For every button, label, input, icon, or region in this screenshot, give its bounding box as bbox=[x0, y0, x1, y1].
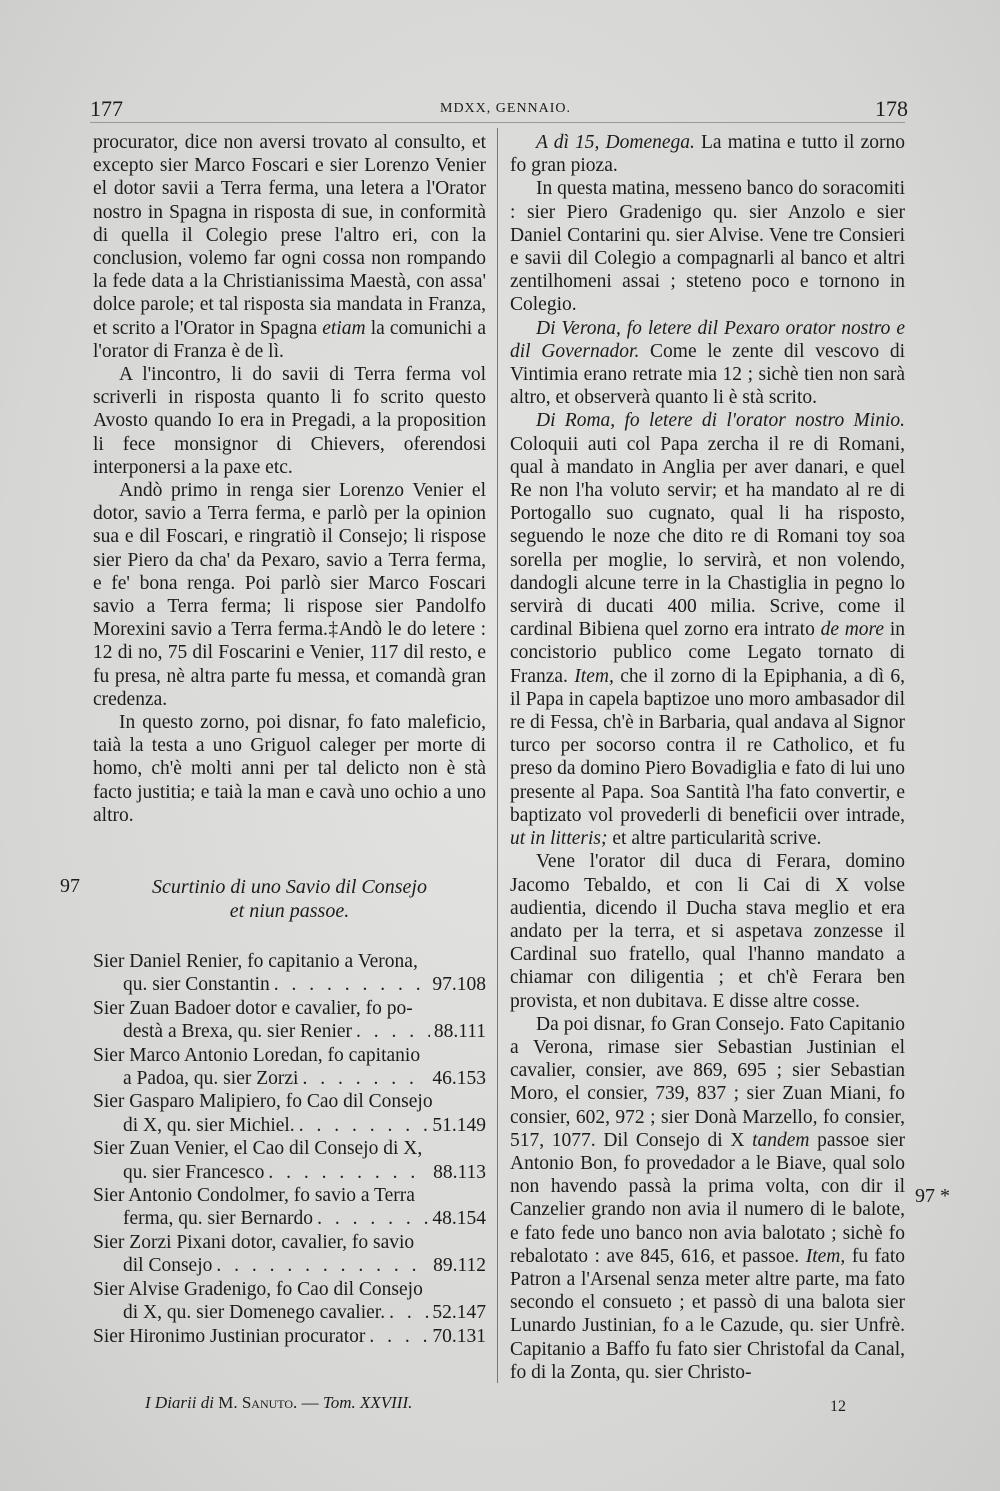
paragraph: Da poi disnar, fo Gran Consejo. Fato Capitanio a Verona, rimase sier Sebastian Justinian el cavalier, consier, ave 869, 695 ; sier Sebastian Moro, el consier, 739, 837 ; sier Zuan Miani, fo consier, 602, 972 ; sier Donà Marzello, fo consier, 517, 1077. Dil Consejo di X tandem passoe sier Antonio Bon, fo provedador a le Biave, qual solo non havendo passà la prima volta, con dir il Canzelier grando non avia il numero di le balote, e fato fede uno banco non avia balotato ; sichè fo rebalotato : ave 845, 616, et passoe. Item, fu fato Patron a l'Arsenal senza meter altre parte, ma fato secondo el consueto ; et passò di una balota sier Lunardo Justinian, fo a le Cazude, qu. sier Unfrè. Capitanio a Baffo fu fato sier Christofal da Canal, fo di la Zonta, qu. sier Christo- bbox=[510, 1013, 905, 1383]
page-number-left: 177 bbox=[90, 96, 123, 121]
column-divider bbox=[497, 128, 498, 1383]
scrutiny-list bbox=[93, 950, 486, 1348]
scrutiny-entry: Sier Daniel Renier, fo capitanio a Verona, qu. sier Constantin . . . 97.108 bbox=[93, 950, 486, 997]
header-rule bbox=[90, 122, 905, 123]
scrutiny-entry: Sier Zuan Venier, el Cao dil Consejo di X, qu. sier Francesco . . . 88.113 bbox=[93, 1137, 486, 1184]
paragraph: In questa matina, messeno banco do soracomiti : sier Piero Gradenigo qu. sier Anzolo e sier Daniel Contarini qu. sier Alvise. Vene tre Consieri e savii dil Colegio a compagnarli al banco et altri zentilhomeni assai ; steteno poco e tornono in Colegio. bbox=[510, 178, 905, 316]
paragraph: Di Roma, fo letere di l'orator nostro Minio. Coloquii auti col Papa zercha il re di Romani, qual à mandato in Anglia per aver danari, e quel Re non l'ha voluto servir; et ha mandato al re di Portogallo suo cugnato, qual li ha risposto, seguendo le noze che dito re di Romani toy soa sorella per moglie, lo servirà, et non volendo, dandogli alcune terre in la Chastiglia in pegno lo servirà di ducati 400 milia. Scrive, come il cardinal Bibiena quel zorno era intrato de more in concistorio publico come Legato tornato di Franza. Item, che il zorno di la Epiphania, a dì 6, il Papa in capela baptizoe uno moro ambasador dil re di Fessa, ch'è in Barbaria, qual andava al Signor turco per socorso contra il re Catholico, et fu preso da domino Piero Bovadiglia e fato di lui uno presente al Papa. Soa Santità l'ha fato convertir, e baptizato vol provederli di beneficii over intrade, ut in litteris; et altre particularità scrive. bbox=[510, 410, 906, 850]
paragraph: Vene l'orator dil duca di Ferara, domino Jacomo Tebaldo, et con li Cai di X volse audientia, dicendo il Ducha stava meglio et era andato per la terra, et si aspetava zonzesse il Cardinal suo fratello, qual l'hanno mandato a chiamar con diligentia ; et ch'è Ferara ben provista, et non dubitava. E disse altre cosse. bbox=[510, 851, 905, 1012]
left-column bbox=[93, 131, 486, 827]
footer-citation: I Diarii di M. Sanuto. — Tom. XXVIII. bbox=[145, 1393, 413, 1412]
signature-mark: 12 bbox=[830, 1398, 846, 1415]
running-title: MDXX, GENNAIO. bbox=[440, 101, 572, 116]
scrutiny-heading: Scurtinio di uno Savio dil Consejo et niun passoe. bbox=[152, 876, 427, 922]
scrutiny-entry: Sier Gasparo Malipiero, fo Cao dil Consejo di X, qu. sier Michiel. . . . 51.149 bbox=[93, 1090, 486, 1137]
scrutiny-entry: Sier Antonio Condolmer, fo savio a Terra ferma, qu. sier Bernardo . . . 48.154 bbox=[93, 1184, 486, 1231]
page-number-right: 178 bbox=[875, 96, 908, 121]
paragraph: A l'incontro, li do savii di Terra ferma vol scriverli in risposta quanto li fo scrito questo Avosto quando Io era in Pregadi, a la proposition li fece monsignor di Chievers, oferendosi interponersi a la paxe etc. bbox=[93, 364, 486, 478]
paragraph: Di Verona, fo letere dil Pexaro orator nostro e dil Governador. Come le zente dil vescovo di Vintimia erano retrate mia 12 ; sichè tien non sarà altro, et observerà quanto li è stà scrito. bbox=[510, 317, 905, 409]
scrutiny-entry: Sier Zorzi Pixani dotor, cavalier, fo savio dil Consejo . . . 89.112 bbox=[93, 1231, 486, 1278]
scrutiny-entry: Sier Marco Antonio Loredan, fo capitanio a Padoa, qu. sier Zorzi . . . 46.153 bbox=[93, 1044, 486, 1091]
paragraph: A dì 15, Domenega. La matina e tutto il zorno fo gran pioza. bbox=[510, 132, 905, 177]
margin-note-left: 97 bbox=[60, 875, 80, 897]
scrutiny-entry: Sier Alvise Gradenigo, fo Cao dil Consejo di X, qu. sier Domenego cavalier. . . . 52.147 bbox=[93, 1278, 486, 1325]
paragraph: procurator, dice non aversi trovato al consulto, et excepto sier Marco Foscari e sier Lorenzo Venier el dotor savii a Terra ferma, una letera a l'Orator nostro in Spagna in risposta di sue, in conformità di quella il Colegio prese l'altro eri, con la conclusion, volemo far ogni cossa non rompando la fede data a la Christianissima Maestà, con assa' dolce parole; et tal risposta sia mandata in Franza, et scrito a l'Orator in Spagna etiam la comunichi a l'orator di Franza è de lì. bbox=[93, 132, 486, 362]
scrutiny-entry: Sier Hironimo Justinian procurator . . . 70.131 bbox=[93, 1325, 486, 1348]
right-column bbox=[510, 131, 905, 1384]
paragraph: Andò primo in renga sier Lorenzo Venier el dotor, savio a Terra ferma, e parlò per la opinion sua e dil Foscari, e ringratiò il Consejo; li rispose sier Piero da cha' da Pexaro, savio a Terra ferma, e fe' bona renga. Poi parlò sier Marco Foscari savio a Terra ferma; li rispose sier Pandolfo Morexini savio a Terra ferma.‡Andò le do letere : 12 di no, 75 dil Foscarini e Venier, 117 dil resto, e fu presa, nè altra parte fu messa, et comandà gran credenza. bbox=[93, 480, 486, 710]
scrutiny-entry: Sier Zuan Badoer dotor e cavalier, fo po- destà a Brexa, qu. sier Renier . . . 88.111 bbox=[93, 997, 486, 1044]
margin-note-right: 97 * bbox=[915, 1185, 950, 1207]
paragraph: In questo zorno, poi disnar, fo fato maleficio, taià la testa a uno Griguol caleger per morte di homo, ch'è molti anni per tal delicto non è stà facto justitia; e taià la man e cavà uno ochio a uno altro. bbox=[93, 712, 486, 826]
